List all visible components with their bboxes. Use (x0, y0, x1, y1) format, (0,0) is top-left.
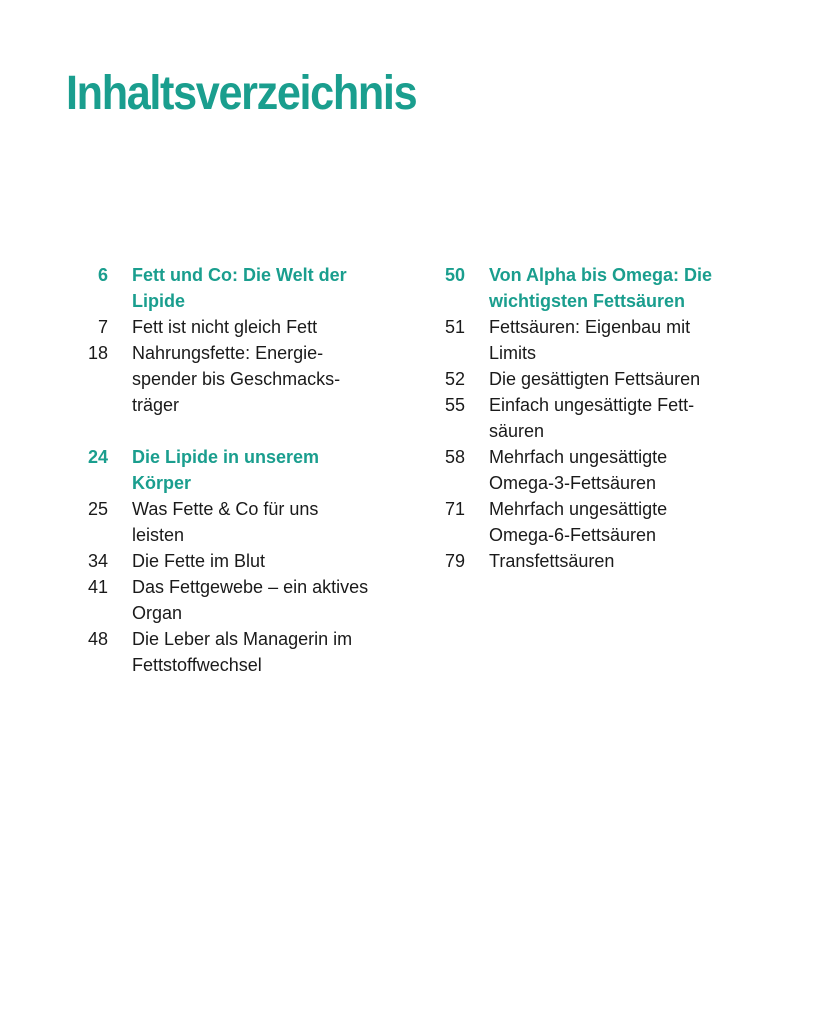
entry-page-number: 25 (87, 499, 108, 519)
entry-title: Mehrfach ungesättigte Omega-6-Fettsäuren (489, 499, 668, 545)
toc-entry[interactable] (66, 340, 396, 418)
toc-chapter (423, 262, 753, 574)
entry-title: Nahrungsfette: Energie- spender bis Geschmacks- träger (132, 343, 341, 415)
entry-page-number: 34 (87, 551, 108, 571)
entry-title: Die Fette im Blut (132, 551, 266, 571)
toc-entry[interactable] (66, 496, 396, 548)
entry-page-number: 48 (87, 629, 108, 649)
entry-page-number: 71 (444, 499, 465, 519)
chapter-page-number: 24 (87, 447, 108, 467)
entry-title: Was Fette & Co für uns leisten (132, 499, 319, 545)
entry-page-number: 52 (444, 369, 465, 389)
entry-page-number: 18 (87, 343, 108, 363)
entry-title: Fett ist nicht gleich Fett (132, 317, 318, 337)
entry-page-number: 51 (444, 317, 465, 337)
entry-page-number: 7 (97, 317, 108, 337)
entry-page-number: 55 (444, 395, 465, 415)
toc-entry[interactable] (423, 366, 753, 392)
toc-entry[interactable] (423, 392, 753, 444)
toc-chapter (66, 444, 396, 678)
toc-entry[interactable] (66, 626, 396, 678)
chapter-title: Die Lipide in unserem Körper (132, 447, 320, 493)
toc-entry[interactable] (66, 314, 396, 340)
entry-title: Einfach ungesättigte Fett- säuren (489, 395, 695, 441)
entry-page-number: 41 (87, 577, 108, 597)
toc-chapter (66, 262, 396, 418)
chapter-title: Fett und Co: Die Welt der Lipide (132, 265, 347, 311)
page-title: Inhaltsverzeichnis (66, 67, 417, 120)
entry-title: Transfettsäuren (489, 551, 615, 571)
toc-entry[interactable] (423, 314, 753, 366)
entry-title: Die Leber als Managerin im Fettstoffwechsel (132, 629, 353, 675)
toc-chapter-heading[interactable] (66, 262, 396, 314)
toc-column-right (423, 262, 753, 600)
toc-entry[interactable] (423, 496, 753, 548)
entry-title: Die gesättigten Fettsäuren (489, 369, 701, 389)
toc-entry[interactable] (423, 444, 753, 496)
chapter-page-number: 50 (444, 265, 465, 285)
entry-title: Das Fettgewebe – ein aktives Organ (132, 577, 369, 623)
toc-entry[interactable] (66, 574, 396, 626)
toc-chapter-heading[interactable] (66, 444, 396, 496)
chapter-title: Von Alpha bis Omega: Die wichtigsten Fettsäuren (489, 265, 713, 311)
entry-title: Fettsäuren: Eigenbau mit Limits (489, 317, 691, 363)
toc-chapter-heading[interactable] (423, 262, 753, 314)
toc-entry[interactable] (66, 548, 396, 574)
toc-column-left (66, 262, 396, 704)
toc-entry[interactable] (423, 548, 753, 574)
chapter-page-number: 6 (97, 265, 108, 285)
entry-page-number: 58 (444, 447, 465, 467)
entry-page-number: 79 (444, 551, 465, 571)
entry-title: Mehrfach ungesättigte Omega-3-Fettsäuren (489, 447, 668, 493)
